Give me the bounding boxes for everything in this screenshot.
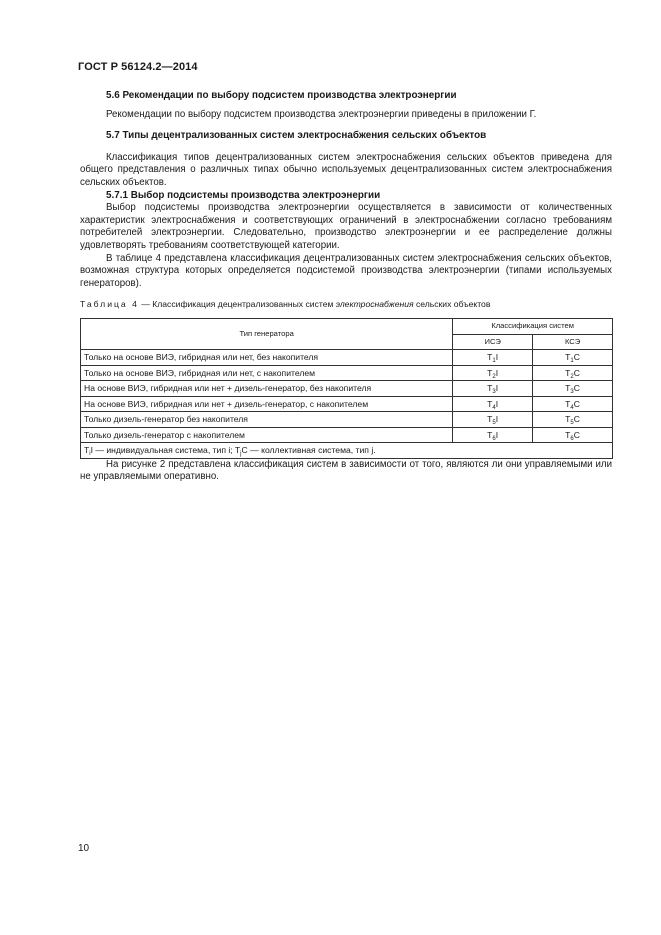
cell-kse [533,350,613,366]
table-caption-text: — Классификация децентрализованных систем [138,299,336,310]
cell-generator-type: Только дизель-генератор с накопителем [81,427,453,443]
cell-kse [533,427,613,443]
section-5-6-title: 5.6 Рекомендации по выбору подсистем производства электроэнергии [106,90,457,101]
ise-index: 1 [492,358,496,365]
cell-ise [453,396,533,412]
kse-letter: T [565,429,571,440]
cell-ise [453,381,533,397]
cell-kse [533,396,613,412]
cell-ise [453,350,533,366]
header-generator-type: Тип генератора [81,319,453,350]
kse-suffix: C [573,429,580,440]
note-symbol-t: T [234,445,241,456]
ise-index: 3 [492,389,496,396]
cell-kse [533,381,613,397]
kse-index: 5 [570,420,574,427]
kse-index: 3 [570,389,574,396]
section-5-7-title: 5.7 Типы децентрализованных систем электроснабжения сельских объектов [106,130,487,142]
header-system-classification: Классификация систем [453,319,613,335]
ise-suffix: I [495,429,499,440]
cell-ise [453,365,533,381]
note-symbol-t: T [84,445,90,456]
table-caption-italic: электроснабжения [335,299,414,310]
header-kse: КСЭ [533,334,613,350]
kse-suffix: C [573,352,580,363]
cell-ise [453,412,533,428]
table-row [81,412,613,428]
cell-generator-type: На основе ВИЭ, гибридная или нет + дизель-генератор, без накопителя [81,381,453,397]
table-caption-label: Таблица 4 [80,299,139,310]
kse-suffix: C [573,414,580,425]
ise-suffix: I [495,414,499,425]
ise-index: 2 [492,373,496,380]
ise-letter: T [487,367,493,378]
kse-suffix: C [573,398,580,409]
document-code: ГОСТ Р 56124.2—2014 [78,61,198,73]
classification-table [80,318,613,459]
table-row [81,427,613,443]
cell-generator-type: Только на основе ВИЭ, гибридная или нет, без накопителя [81,350,453,366]
cell-generator-type: Только дизель-генератор без накопителя [81,412,453,428]
ise-suffix: I [495,352,499,363]
ise-letter: T [487,429,493,440]
table-row [81,396,613,412]
kse-letter: T [565,367,571,378]
cell-ise [453,427,533,443]
kse-letter: T [565,414,571,425]
table-row [81,381,613,397]
ise-suffix: I [495,367,499,378]
ise-letter: T [487,352,493,363]
ise-letter: T [487,383,493,394]
cell-generator-type: На основе ВИЭ, гибридная или нет + дизель-генератор, с накопителем [81,396,453,412]
kse-suffix: C [573,367,580,378]
kse-letter: T [565,398,571,409]
table-caption [80,299,612,310]
kse-letter: T [565,352,571,363]
table-note [81,443,613,459]
note-subscript-j: j [240,451,242,458]
ise-suffix: I [495,398,499,409]
note-individual-text: I — индивидуальная система, тип i; [90,445,235,456]
kse-index: 2 [570,373,574,380]
page-content [80,90,612,484]
section-5-6-text: Рекомендации по выбору подсистем производства электроэнергии приведены в приложении Г. [106,108,537,120]
ise-letter: T [487,414,493,425]
section-5-7-1-paragraph-1: Выбор подсистемы производства электроэнергии осуществляется в зависимости от количественных характеристик электроснабжения и соответствующих ограничений в электроснабжении согласно требованиям потребителей электроэнергии. Следовательно, производство электроэнергии и ее распределение должны удовлетворять требованиям соответствующей категории. [80,202,612,251]
ise-index: 4 [492,404,496,411]
cell-generator-type: Только на основе ВИЭ, гибридная или нет, с накопителем [81,365,453,381]
kse-letter: T [565,383,571,394]
table-row [81,365,613,381]
section-5-7-1-title: 5.7.1 Выбор подсистемы производства электроэнергии [106,189,381,201]
figure-reference-paragraph: На рисунке 2 представлена классификация систем в зависимости от того, являются ли они управляемыми или не управляемыми оперативно. [80,458,612,483]
header-ise: ИСЭ [453,334,533,350]
kse-index: 6 [570,435,574,442]
section-5-7-1-paragraph-2: В таблице 4 представлена классификация децентрализованных систем электроснабжения сельских объектов, возможная структура которых определяется подсистемой производства электроэнергии (типами используемых генераторов). [80,252,612,289]
ise-suffix: I [495,383,499,394]
section-5-7-text: Классификация типов децентрализованных систем электроснабжения сельских объектов приведена для общего представления о различных типах обычно используемых децентрализованных систем электроснабжения сельских объектов. [80,151,612,188]
ise-index: 6 [492,435,496,442]
kse-index: 4 [570,404,574,411]
table-row [81,350,613,366]
kse-suffix: C [573,383,580,394]
kse-index: 1 [570,358,574,365]
ise-letter: T [487,398,493,409]
table-caption-end: сельских объектов [413,299,491,310]
note-subscript-i: i [89,451,91,458]
cell-kse [533,365,613,381]
page-number: 10 [78,843,90,854]
cell-kse [533,412,613,428]
note-collective-text: C — коллективная система, тип j. [241,445,376,456]
ise-index: 5 [492,420,496,427]
